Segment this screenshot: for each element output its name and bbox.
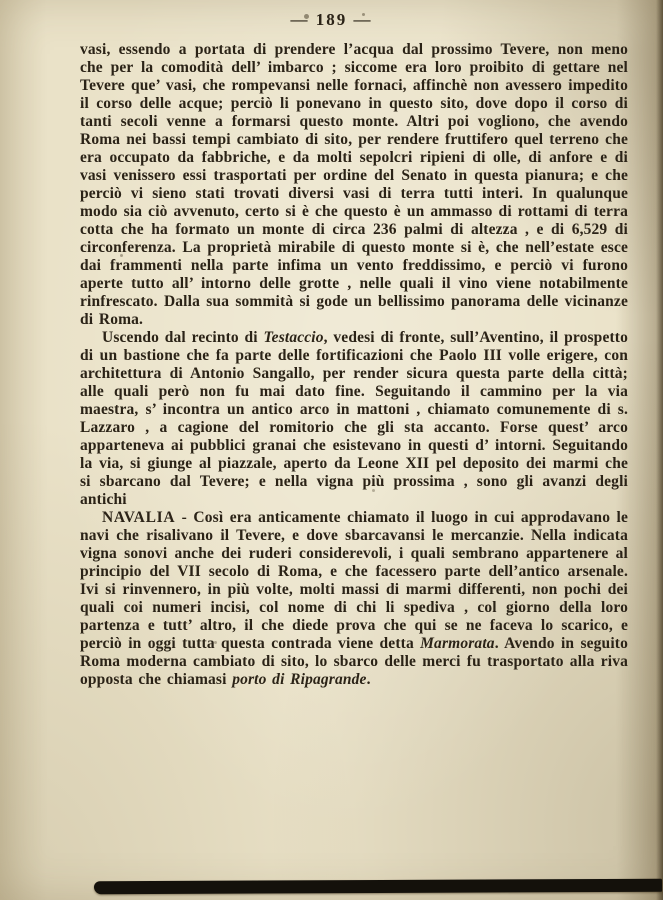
page-body — [80, 41, 628, 689]
text-segment-italic: Testaccio — [263, 329, 324, 346]
paragraph — [80, 41, 628, 329]
text-segment-normal: vasi, essendo a portata di prendere l’acqua dal prossimo Tevere, non meno che per la comodità dell’ imbarco ; siccome era loro proibito di gettare nel Tevere que’ vasi, che rompevansi nelle fornaci, affinchè non avessero impedito il corso delle acque; perciò li ponevano in questo sito, dove dopo il corso di tanti secoli venne a formarsi questo monte. Altri poi vogliono, che avendo Roma nei bassi tempi cambiato di sito, per rendere fruttifero quel terreno che era occupato da fabbriche, e da molti sepolcri ripieni di olle, di anfore e di vasi venissero essi trasportati per ordine del Senato in questa pianura; e che perciò vi sieno stati trovati diversi vasi di terra tutti interi. In qualunque modo sia ciò avvenuto, certo si è che questo è un ammasso di rottami di terra cotta che ha formato un monte di circa 236 palmi di altezza , e di 6,529 di circonferenza. La proprietà mirabile di questo monte si è, che nell’estate esce dai frammenti nella parte infima un vento freddissimo, e perciò vi furono aperte tutto all’ intorno delle grotte , nelle quali il vino viene notabilmente rinfrescato. Dalla sua sommità si gode un bellissimo panorama delle vicinanze di Roma. — [80, 41, 628, 328]
text-segment-italic: Marmorata — [420, 635, 495, 652]
scan-bottom-artifact — [94, 879, 662, 894]
page-number: — 189 — — [290, 10, 373, 29]
text-segment-normal: . — [366, 671, 371, 688]
paragraph — [80, 329, 628, 509]
paragraph — [80, 509, 628, 689]
scan-speck-artifacts — [0, 0, 3, 3]
text-segment-bold: NAVALIA — [102, 509, 176, 526]
scan-edge-shadow — [656, 0, 663, 900]
text-segment-normal: , vedesi di fronte, sull’Aventino, il prospetto di un bastione che fa parte delle fortificazioni che Paolo III volle erigere, con architettura di Antonio Sangallo, per render sicura questa parte della città; alle quali però non fu mai dato fine. Seguitando il cammino per la via maestra, s’ incontra un antico arco in mattoni , chiamato comunemente di s. Lazzaro , a cagione del romitorio che gli sta accanto. Forse quest’ arco apparteneva ai pubblici granai che esistevano in questi d’ intorni. Seguitando la via, si giunge al piazzale, aperto da Leone XII pel deposito dei marmi che si sbarcano dal Tevere; e nella vigna più prossima , sono gli avanzi degli antichi — [80, 329, 628, 508]
text-segment-normal: - Così era anticamente chiamato il luogo in cui approdavano le navi che risalivano il Tevere, e dove sbarcavansi le mercanzie. Nella indicata vigna sonovi anche dei ruderi considerevoli, i quali sembrano appartenere al principio del VII secolo di Roma, e che facessero parte dell’antico arsenale. Ivi si rinvennero, in più volte, molti massi di marmi differenti, non pochi dei quali coi numeri incisi, col nome di chi li spediva , col giorno della loro partenza e tutt’ altro, il che diede prova che qui se ne faceva lo scarico, e perciò in oggi tutta questa contrada viene detta — [80, 509, 628, 652]
text-segment-normal: Uscendo dal recinto di — [102, 329, 264, 346]
text-segment-normal: . Avendo in seguito Roma moderna cambiato di sito, lo sbarco delle merci fu trasportato alla riva opposta che chiamasi — [80, 635, 628, 688]
text-segment-italic: porto di Ripagrande — [232, 671, 367, 688]
